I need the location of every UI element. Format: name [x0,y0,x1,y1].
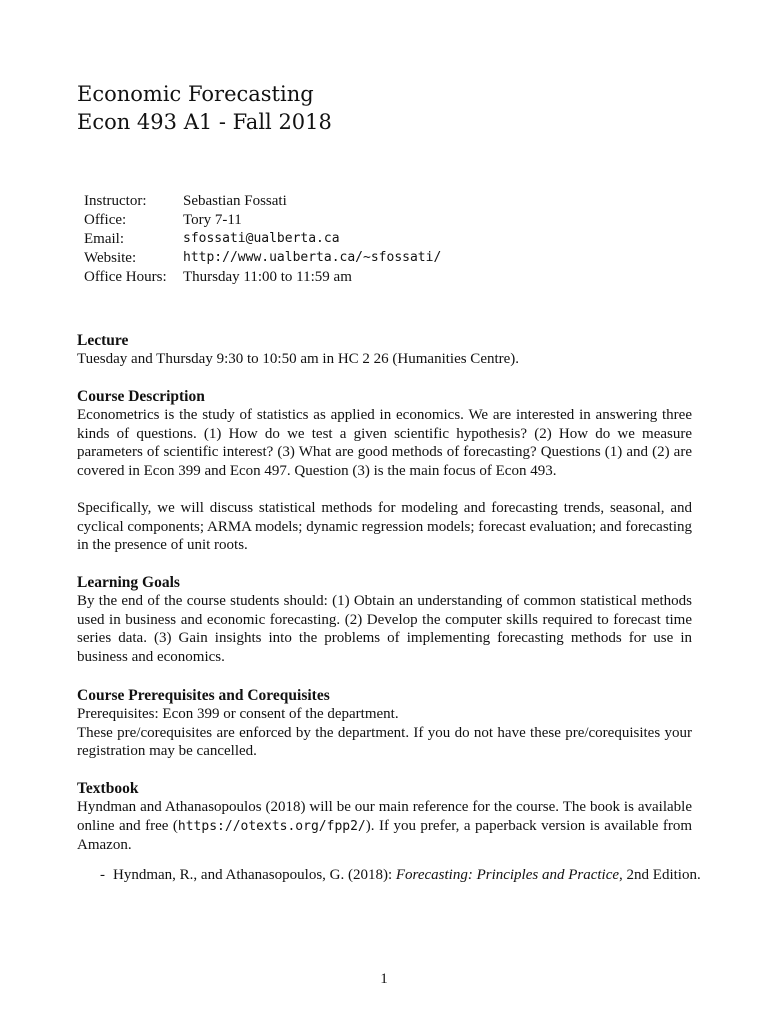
textbook-text-before: Hyndman and Athanasopoulos (2018) will be our main reference for the course. The book is available online and free ( [77,799,692,834]
instructor-info-table [84,193,441,288]
office-value: Tory 7-11 [183,212,242,228]
info-row-website [84,250,441,269]
textbook-text [77,798,692,855]
page-number: 1 [380,971,388,987]
info-row-instructor [84,193,441,212]
prerequisites-line-1: Prerequisites: Econ 399 or consent of the department. [77,706,399,722]
office-hours-value: Thursday 11:00 to 11:59 am [183,269,352,285]
learning-goals-text: By the end of the course students should: (1) Obtain an understanding of common statistical methods used in business and economic forecasting. (2) Develop the computer skills required to forecast time series data. (3) Gain insights into the problems of implementing forecasting methods for use in business and economics. [77,593,692,665]
course-description-section [77,387,692,555]
textbook-reference-item [100,866,705,885]
lecture-heading: Lecture [77,332,129,349]
email-label: Email: [84,231,124,247]
website-link[interactable]: http://www.ualberta.ca/~sfossati/ [183,250,442,265]
website-label: Website: [84,250,137,266]
info-row-office [84,212,441,231]
lecture-section [77,331,692,369]
textbook-url-link[interactable]: https://otexts.org/fpp2/ [177,818,366,834]
office-hours-label: Office Hours: [84,269,167,285]
email-link[interactable]: sfossati@ualberta.ca [183,231,340,246]
course-description-paragraph-2: Specifically, we will discuss statistical methods for modeling and forecasting trends, seasonal, and cyclical components; ARMA models; dynamic regression models; forecast evaluation; and forecasting in the presence of unit roots. [77,499,692,554]
prerequisites-section [77,686,692,761]
info-row-email [84,231,441,250]
learning-goals-heading: Learning Goals [77,574,180,591]
textbook-heading: Textbook [77,780,139,797]
title-line-2: Econ 493 A1 - Fall 2018 [77,110,332,134]
learning-goals-section [77,573,692,666]
course-description-paragraph-1: Econometrics is the study of statistics as applied in economics. We are interested in answering three kinds of questions. (1) How do we test a given scientific hypothesis? (2) How do we measure parameters of scientific interest? (3) What are good methods of forecasting? Questions (1) and (2) are covered in Econ 399 and Econ 497. Question (3) is the main focus of Econ 493. [77,407,692,479]
prerequisites-line-2: These pre/corequisites are enforced by the department. If you do not have these pre/corequisites your registration may be cancelled. [77,724,692,760]
prerequisites-heading: Course Prerequisites and Corequisites [77,687,330,704]
instructor-label: Instructor: [84,193,147,209]
lecture-text: Tuesday and Thursday 9:30 to 10:50 am in HC 2 26 (Humanities Centre). [77,351,520,367]
reference-authors: Hyndman, R., and Athanasopoulos, G. (2018): [113,867,396,883]
reference-edition: , 2nd Edition. [619,867,701,883]
instructor-value: Sebastian Fossati [183,193,287,209]
textbook-section [77,779,692,855]
reference-title: Forecasting: Principles and Practice [395,867,620,883]
info-row-office-hours [84,269,441,288]
document-title [77,80,332,136]
office-label: Office: [84,212,127,228]
course-description-heading: Course Description [77,388,205,405]
list-dash-marker: - [100,867,105,883]
textbook-text-after: ). If you prefer, a paperback version is available from Amazon. [77,817,692,854]
title-line-1: Economic Forecasting [77,82,314,106]
